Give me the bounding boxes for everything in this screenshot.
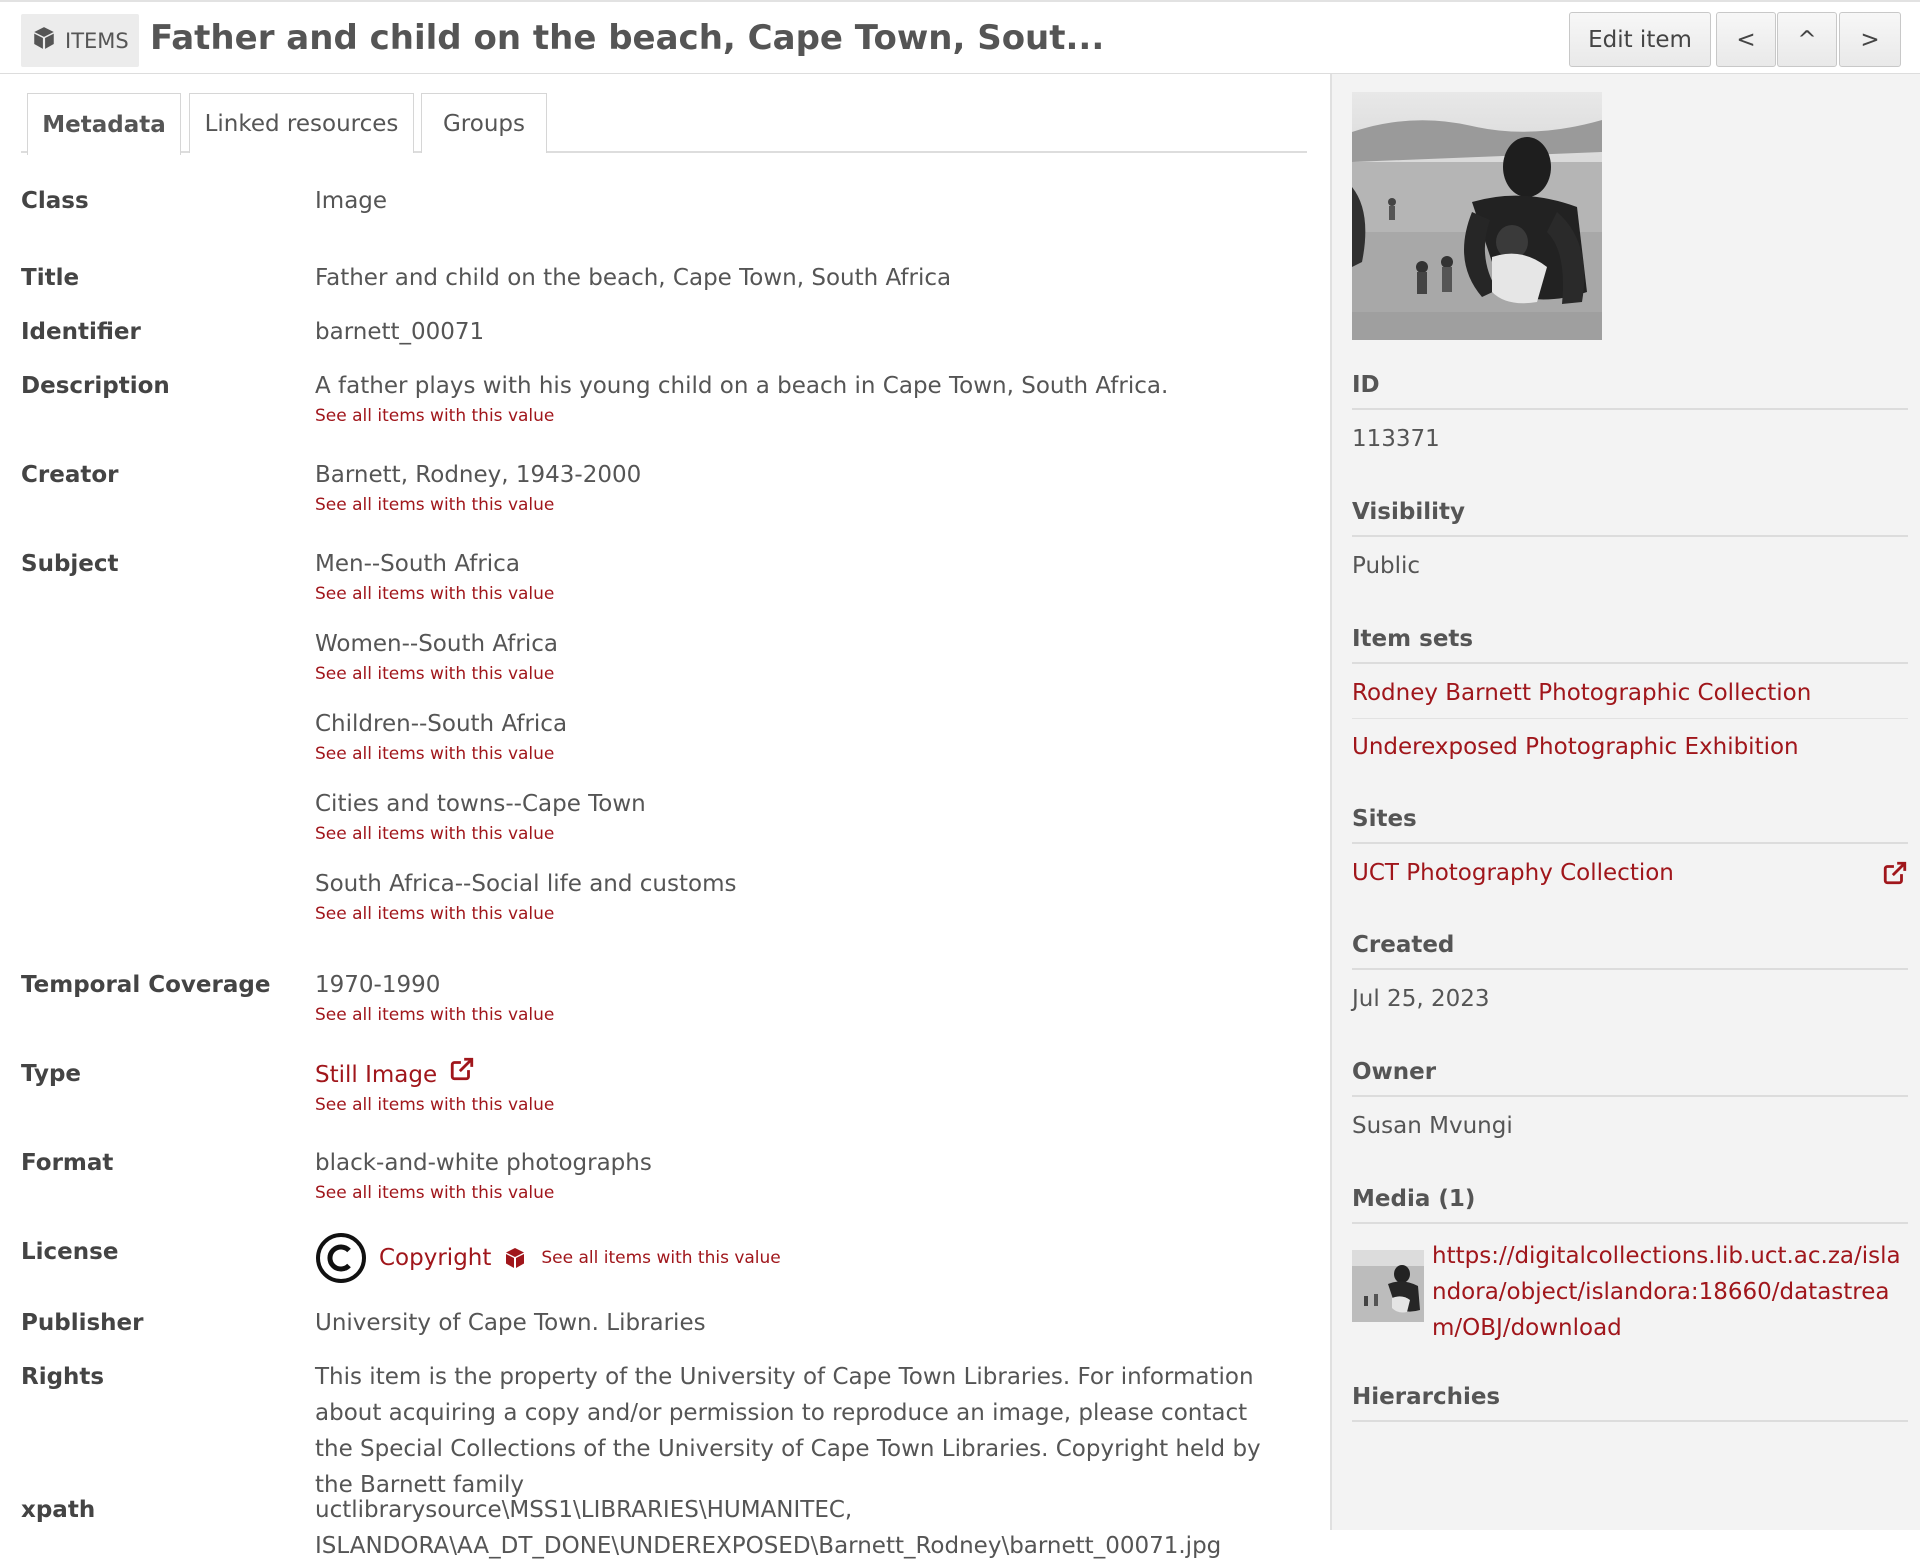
copyright-icon: [315, 1232, 367, 1284]
property-value: Women--South Africa: [315, 631, 558, 657]
section-badge: [21, 14, 139, 67]
next-item-button[interactable]: >: [1839, 12, 1901, 67]
property-value: black-and-white photographs: [315, 1150, 652, 1176]
type-link[interactable]: Still Image: [315, 1061, 438, 1088]
property-value: Barnett, Rodney, 1943-2000: [315, 462, 642, 488]
see-all-link[interactable]: See all items with this value: [315, 904, 555, 924]
page-title: Father and child on the beach, Cape Town, Sout...: [150, 18, 1105, 58]
media-link[interactable]: https://digitalcollections.lib.uct.ac.za/islandora/object/islandora:18660/datastream/OBJ/download: [1432, 1243, 1901, 1341]
see-all-link[interactable]: See all items with this value: [315, 824, 555, 844]
see-all-link[interactable]: See all items with this value: [315, 664, 555, 684]
see-all-link[interactable]: See all items with this value: [315, 744, 555, 764]
item-sets-heading: Item sets: [1352, 626, 1908, 664]
section-label: ITEMS: [65, 28, 129, 53]
property-label: Type: [21, 1061, 82, 1087]
property-value: barnett_00071: [315, 319, 485, 345]
id-value: 113371: [1352, 426, 1440, 452]
property-value: Cities and towns--Cape Town: [315, 791, 646, 817]
property-label: Class: [21, 188, 89, 214]
box-icon: [31, 25, 57, 56]
external-link-icon[interactable]: [1882, 860, 1908, 890]
property-label: Creator: [21, 462, 119, 488]
see-all-link[interactable]: See all items with this value: [315, 1095, 555, 1115]
property-label: Publisher: [21, 1310, 144, 1336]
property-label: Description: [21, 373, 170, 399]
see-all-link[interactable]: See all items with this value: [315, 406, 555, 426]
property-label: Temporal Coverage: [21, 972, 271, 998]
property-value-continued: ISLANDORA\AA_DT_DONE\UNDEREXPOSED\Barnett_Rodney\barnett_00071.jpg: [315, 1533, 1222, 1559]
owner-value: Susan Mvungi: [1352, 1113, 1513, 1139]
owner-heading: Owner: [1352, 1059, 1908, 1097]
hierarchies-heading: Hierarchies: [1352, 1384, 1908, 1422]
property-value: A father plays with his young child on a beach in Cape Town, South Africa.: [315, 373, 1169, 399]
sites-heading: Sites: [1352, 806, 1908, 844]
property-value: Father and child on the beach, Cape Town, South Africa: [315, 265, 952, 291]
id-heading: ID: [1352, 372, 1908, 410]
property-label: Format: [21, 1150, 114, 1176]
property-value: South Africa--Social life and customs: [315, 871, 737, 897]
property-label: Subject: [21, 551, 119, 577]
property-value: University of Cape Town. Libraries: [315, 1310, 706, 1336]
item-thumbnail[interactable]: [1352, 92, 1602, 340]
media-heading: Media (1): [1352, 1186, 1908, 1224]
property-value: This item is the property of the University of Cape Town Libraries. For information about acquiring a copy and/or permission to reproduce an image, please contact the Special Collections of the University of Cape Town Libraries. Copyright held by the Barnett family: [315, 1364, 1261, 1498]
property-value: Men--South Africa: [315, 551, 520, 577]
site-link[interactable]: UCT Photography Collection: [1352, 860, 1674, 886]
property-value: Children--South Africa: [315, 711, 568, 737]
see-all-link[interactable]: See all items with this value: [315, 584, 555, 604]
see-all-link[interactable]: See all items with this value: [315, 1183, 555, 1203]
created-heading: Created: [1352, 932, 1908, 970]
tab-bar: [21, 93, 1307, 153]
see-all-link[interactable]: See all items with this value: [315, 495, 555, 515]
visibility-heading: Visibility: [1352, 499, 1908, 537]
metadata-panel: [0, 74, 1330, 1559]
property-label: Rights: [21, 1364, 105, 1390]
property-label: Title: [21, 265, 80, 291]
resource-icon[interactable]: [503, 1246, 527, 1270]
item-set-link[interactable]: Underexposed Photographic Exhibition: [1352, 734, 1799, 760]
property-label: Identifier: [21, 319, 141, 345]
tab-groups[interactable]: Groups: [421, 93, 547, 153]
see-all-link[interactable]: See all items with this value: [315, 1005, 555, 1025]
external-link-icon[interactable]: [449, 1056, 475, 1093]
see-all-link[interactable]: See all items with this value: [541, 1248, 781, 1268]
property-value: Image: [315, 188, 388, 214]
up-button[interactable]: ^: [1777, 12, 1837, 67]
page-header: [0, 0, 1920, 74]
property-label: xpath: [21, 1497, 96, 1523]
property-value: 1970-1990: [315, 972, 441, 998]
media-thumbnail[interactable]: [1352, 1250, 1424, 1322]
item-set-link[interactable]: Rodney Barnett Photographic Collection: [1352, 680, 1908, 719]
item-sidebar: [1330, 74, 1920, 1530]
created-value: Jul 25, 2023: [1352, 986, 1490, 1012]
property-value: uctlibrarysource\MSS1\LIBRARIES\HUMANITEC,: [315, 1497, 853, 1523]
tab-metadata[interactable]: Metadata: [27, 93, 181, 155]
property-label: License: [21, 1239, 119, 1265]
tab-linked-resources[interactable]: Linked resources: [189, 93, 414, 153]
previous-item-button[interactable]: <: [1716, 12, 1776, 67]
license-link[interactable]: Copyright: [379, 1245, 492, 1271]
visibility-value: Public: [1352, 553, 1421, 579]
edit-item-button[interactable]: Edit item: [1569, 12, 1711, 67]
